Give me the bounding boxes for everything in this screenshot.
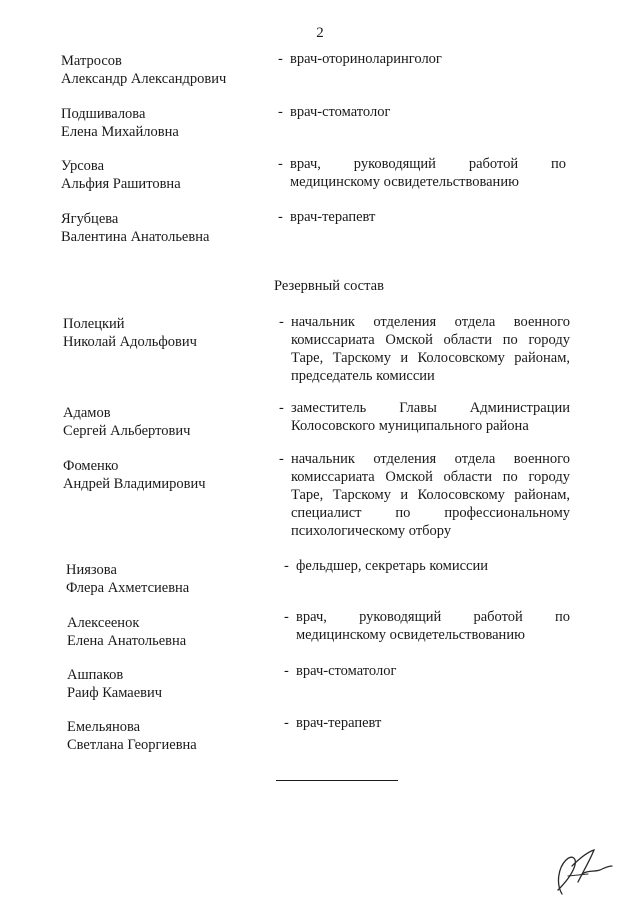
member-surname: Емельянова [67,719,141,735]
member-role [279,313,570,385]
member-given-names: Валентина Анатольевна [61,229,210,245]
member-name [61,157,261,193]
member-surname: Подшивалова [61,106,146,122]
member-name [63,404,263,440]
end-of-document-line [276,780,398,781]
member-given-names: Николай Адольфович [63,334,197,350]
role-text: врач-стоматолог [296,663,397,679]
member-role [279,399,570,435]
member-surname: Матросов [61,53,122,69]
role-dash: - [284,609,289,625]
member-surname: Фоменко [63,458,119,474]
member-name [61,105,261,141]
role-dash: - [279,451,284,467]
member-name [61,52,261,88]
role-dash: - [279,314,284,330]
member-role [278,50,590,68]
member-given-names: Раиф Камаевич [67,685,163,701]
member-surname: Ниязова [66,562,117,578]
role-text: начальник отделения отдела военного комиссариата Омской области по городу Таре, Тарскому и Колосовскому районам, председатель комиссии [291,314,570,384]
member-surname: Ашпаков [67,667,124,683]
member-given-names: Светлана Георгиевна [67,737,197,753]
member-given-names: Елена Анатольевна [67,633,187,649]
member-given-names: Сергей Альбертович [63,423,191,439]
role-dash: - [278,104,283,120]
member-role [284,608,570,644]
member-name [63,315,263,351]
role-dash: - [278,156,283,172]
member-name [63,457,263,493]
role-text: начальник отделения отдела военного комиссариата Омской области по городу Таре, Тарскому и Колосовскому районам, специалист по профессиональному психологическому отбору [291,451,570,539]
member-given-names: Альфия Рашитовна [61,176,181,192]
member-name [67,718,267,754]
role-text: врач-стоматолог [290,104,391,120]
member-role [278,155,566,191]
member-surname: Ягубцева [61,211,119,227]
member-surname: Адамов [63,405,111,421]
role-text: врач, руководящий работой по медицинскому освидетельствованию [290,156,566,190]
member-role [284,557,596,575]
role-dash: - [278,209,283,225]
role-text: врач-оториноларинголог [290,51,442,67]
member-name [66,561,266,597]
role-dash: - [284,558,289,574]
reserve-section-heading: Резервный состав [274,278,384,294]
member-surname: Алексеенок [67,615,140,631]
role-dash: - [284,715,289,731]
role-text: заместитель Главы Администрации Колосовского муниципального района [291,400,570,434]
member-role [284,662,596,680]
member-role [284,714,596,732]
member-surname: Урсова [61,158,105,174]
page-number: 2 [316,25,324,41]
member-surname: Полецкий [63,316,125,332]
role-text: фельдшер, секретарь комиссии [296,558,488,574]
member-role [278,103,590,121]
member-role [279,450,570,540]
member-name [61,210,261,246]
member-given-names: Александр Александрович [61,71,227,87]
member-name [67,614,267,650]
member-given-names: Флера Ахметсиевна [66,580,190,596]
handwritten-signature [548,846,614,898]
member-role [278,208,590,226]
member-given-names: Андрей Владимирович [63,476,206,492]
member-given-names: Елена Михайловна [61,124,179,140]
role-text: врач-терапевт [290,209,376,225]
member-name [67,666,267,702]
role-dash: - [278,51,283,67]
role-dash: - [279,400,284,416]
role-text: врач-терапевт [296,715,382,731]
role-dash: - [284,663,289,679]
role-text: врач, руководящий работой по медицинскому освидетельствованию [296,609,570,643]
